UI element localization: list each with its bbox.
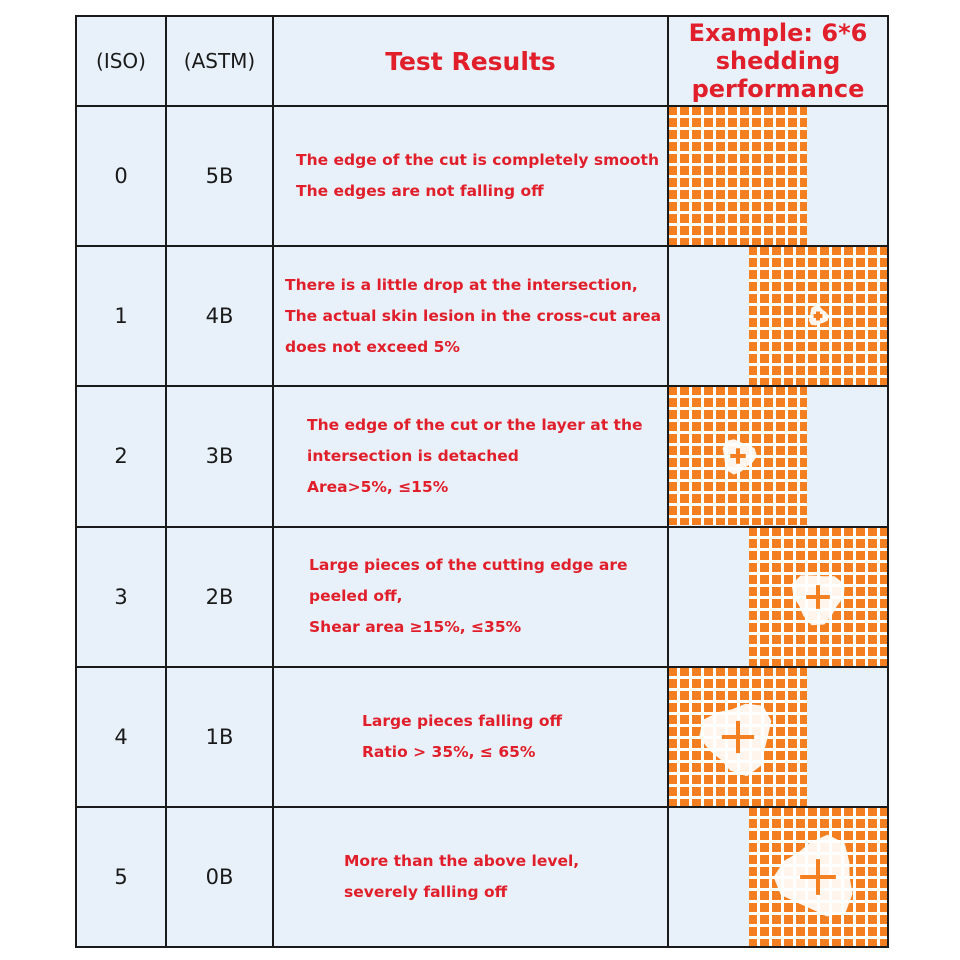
example-image-cell [668, 667, 888, 807]
iso-class-cell: 3 [76, 527, 166, 667]
test-result-line: intersection is detached [307, 446, 519, 465]
iso-class-cell: 2 [76, 386, 166, 526]
astm-class-cell: 1B [166, 667, 273, 807]
adhesion-classification-table [75, 15, 889, 948]
iso-class-cell: 0 [76, 106, 166, 246]
table-row [76, 667, 888, 807]
cross-cut-grid-image [749, 247, 887, 385]
astm-class-cell: 4B [166, 246, 273, 386]
astm-class-cell: 3B [166, 386, 273, 526]
test-result-line: Large pieces of the cutting edge are [309, 556, 628, 575]
test-result-cell [273, 246, 668, 386]
cross-cut-grid-image [749, 528, 887, 666]
test-result-line: Area>5%, ≤15% [307, 477, 449, 496]
header-example-line: performance [691, 75, 865, 104]
test-result-line: severely falling off [344, 882, 508, 901]
test-result-line: Shear area ≥15%, ≤35% [309, 618, 522, 637]
header-row [76, 16, 888, 106]
table-row [76, 807, 888, 947]
test-result-line: The edges are not falling off [296, 182, 544, 201]
header-iso: (ISO) [76, 16, 166, 106]
example-image-cell [668, 246, 888, 386]
test-result-line: The edge of the cut or the layer at the [307, 415, 643, 434]
table-row [76, 106, 888, 246]
test-result-cell [273, 527, 668, 667]
test-result-cell [273, 667, 668, 807]
iso-class-cell: 4 [76, 667, 166, 807]
astm-class-cell: 0B [166, 807, 273, 947]
iso-class-cell: 5 [76, 807, 166, 947]
cross-cut-grid-image [749, 808, 887, 946]
test-result-line: The edge of the cut is completely smooth [296, 151, 659, 170]
test-result-line: Large pieces falling off [362, 711, 563, 730]
table-row [76, 386, 888, 526]
header-example-line: Example: 6*6 [688, 19, 868, 48]
test-result-line: There is a little drop at the intersection, [285, 275, 638, 294]
example-image-cell [668, 386, 888, 526]
example-image-cell [668, 807, 888, 947]
cross-cut-grid-image [669, 107, 807, 245]
test-result-line: peeled off, [309, 587, 403, 606]
test-result-cell [273, 106, 668, 246]
test-result-line: does not exceed 5% [285, 337, 460, 356]
header-example [668, 16, 888, 106]
header-test-results: Test Results [273, 16, 668, 106]
iso-class-cell: 1 [76, 246, 166, 386]
header-example-line: shedding [715, 47, 841, 76]
example-image-cell [668, 527, 888, 667]
test-result-line: Ratio > 35%, ≤ 65% [362, 742, 536, 761]
test-result-line: The actual skin lesion in the cross-cut area [285, 306, 662, 325]
astm-class-cell: 2B [166, 527, 273, 667]
test-result-cell [273, 386, 668, 526]
cross-cut-grid-image [669, 668, 807, 806]
astm-class-cell: 5B [166, 106, 273, 246]
example-image-cell [668, 106, 888, 246]
table-row [76, 246, 888, 386]
header-astm: (ASTM) [166, 16, 273, 106]
test-result-cell [273, 807, 668, 947]
cross-cut-grid-image [669, 387, 807, 525]
table-row [76, 527, 888, 667]
test-result-line: More than the above level, [344, 851, 580, 870]
